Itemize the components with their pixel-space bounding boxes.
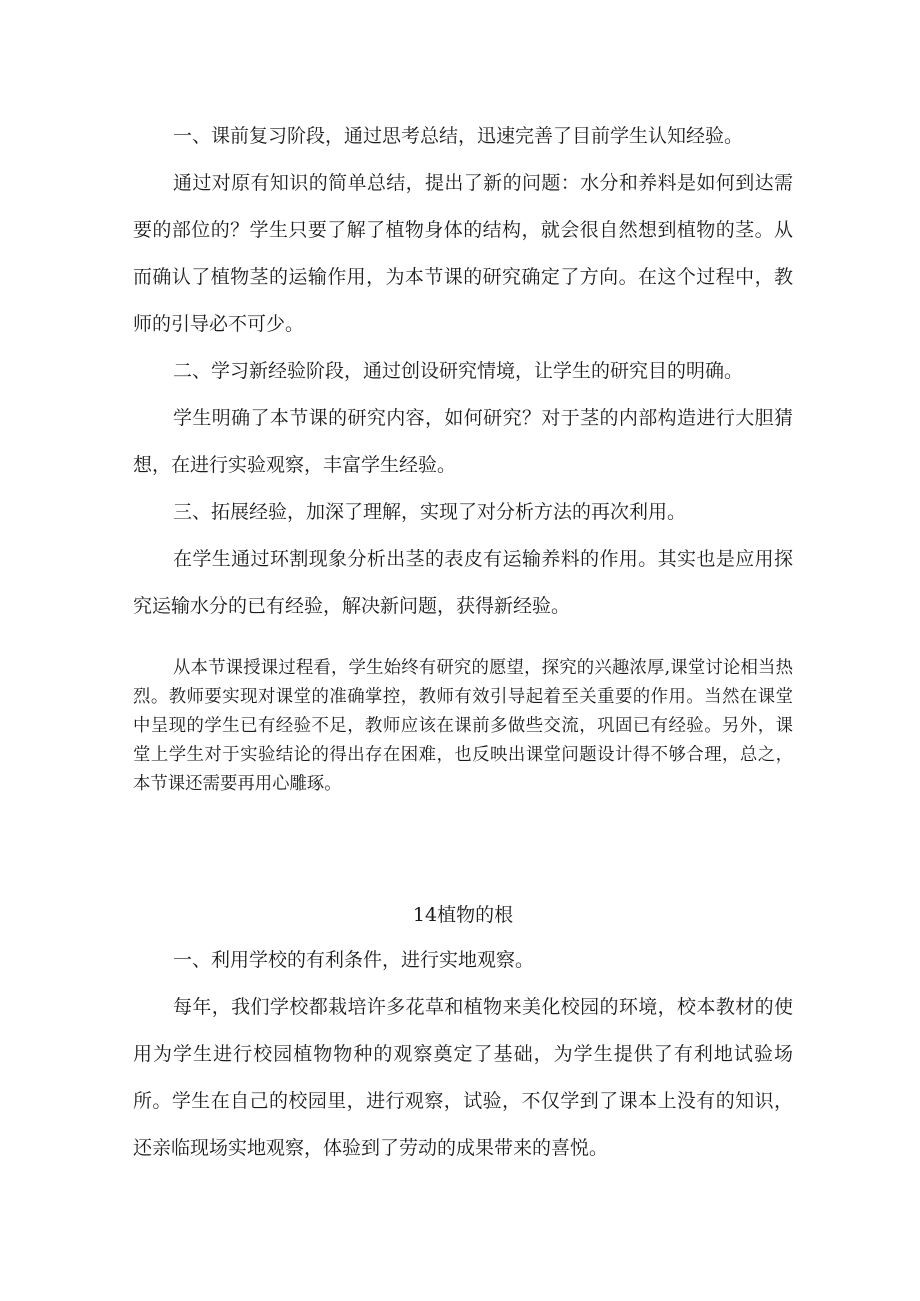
summary-block [133, 654, 793, 799]
section-title: 14植物的根 [412, 904, 514, 926]
paragraph: 在学生通过环割现象分析出茎的表皮有运输养料的作用。其实也是应用探究运输水分的已有经验，解决新问题，获得新经验。 [133, 548, 793, 617]
paragraph: 一、利用学校的有利条件，进行实地观察。 [173, 949, 535, 971]
paragraph: 一、课前复习阶段，通过思考总结，迅速完善了目前学生认知经验。 [173, 125, 744, 147]
section-reflection-stem [133, 113, 793, 630]
paragraph: 二、学习新经验阶段，通过创设研究情境，让学生的研究目的明确。 [173, 360, 744, 382]
paragraph: 三、拓展经验，加深了理解，实现了对分析方法的再次利用。 [173, 501, 687, 523]
paragraph: 每年，我们学校都栽培许多花草和植物来美化校园的环境，校本教材的使用为学生进行校园植物物种的观察奠定了基础，为学生提供了有利地试验场所。学生在自己的校园里，进行观察，试验，不仅学到了课本上没有的知识，还亲临现场实地观察，体验到了劳动的成果带来的喜悦。 [133, 996, 793, 1159]
paragraph: 学生明确了本节课的研究内容，如何研究？对于茎的内部构造进行大胆猜想，在进行实验观察，丰富学生经验。 [133, 407, 793, 476]
paragraph: 通过对原有知识的简单总结，提出了新的问题：水分和养料是如何到达需要的部位的？学生只要了解了植物身体的结构，就会很自然想到植物的茎。从而确认了植物茎的运输作用，为本节课的研究确定了方向。在这个过程中，教师的引导必不可少。 [133, 172, 793, 335]
section-roots [133, 937, 793, 1172]
summary-paragraph: 从本节课授课过程看，学生始终有研究的愿望，探究的兴趣浓厚,课堂讨论相当热烈。教师要实现对课堂的准确掌控，教师有效引导起着至关重要的作用。当然在课堂中呈现的学生已有经验不足，教师应该在课前多做些交流，巩固已有经验。另外，课堂上学生对于实验结论的得出存在困难，也反映出课堂问题设计得不够合理，总之，本节课还需要再用心雕琢。 [133, 658, 793, 794]
